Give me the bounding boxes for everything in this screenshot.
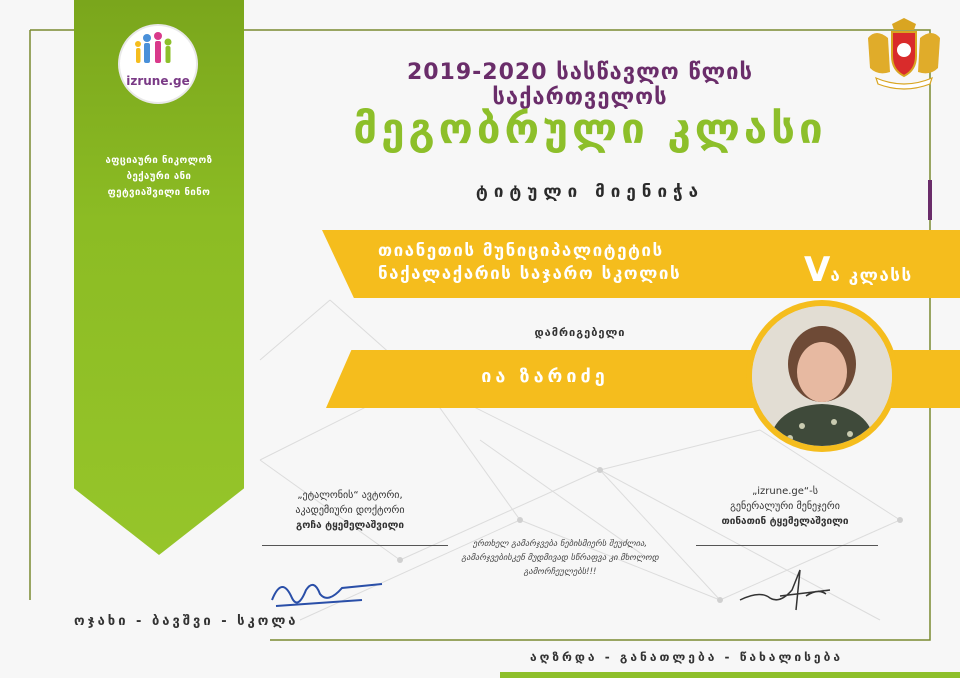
quote-line: გამარჯვებისკენ მუდმივად სწრაფვა კი მხოლოდ გამორჩეულებს!!! <box>461 553 659 577</box>
person-portrait-icon <box>752 306 892 446</box>
class-letter: V <box>804 250 831 290</box>
teacher-photo <box>752 306 892 446</box>
signatory-name: თინათინ ტყემელაშვილი <box>721 516 849 527</box>
left-signature <box>262 570 412 615</box>
signatory-role: გენერალური მენეჯერი <box>730 501 840 512</box>
right-signature <box>730 560 850 620</box>
signatory-role: „izrune.ge“-ს <box>752 486 818 497</box>
student-name: ფეტვიაშვილი ნინო <box>107 187 211 198</box>
bottom-accent-bar <box>500 672 960 678</box>
teacher-name: ია ზარიძე <box>481 366 609 387</box>
year-title: 2019-2020 სასწავლო წლის საქართველოს <box>406 60 754 110</box>
signatory-name: გოჩა ტყემელაშვილი <box>296 520 404 531</box>
signatory-role: „ეტალონის“ ავტორი, <box>297 490 403 501</box>
logo-text: izrune.ge <box>126 74 190 88</box>
student-names <box>80 153 238 201</box>
footer-right-slogan: აღზრდა - განათლება - წახალისება <box>530 650 843 664</box>
motto-quote <box>430 537 690 579</box>
school-name <box>378 240 681 286</box>
class-rest: ა კლასს <box>830 266 913 286</box>
izrune-logo <box>120 26 196 102</box>
student-name: აფციაური ნიკოლოზ <box>105 155 213 166</box>
georgia-coat-of-arms-icon <box>862 16 946 90</box>
signature-line-right <box>696 545 878 546</box>
school-line: თიანეთის მუნიციპალიტეტის <box>378 241 664 261</box>
left-signatory <box>255 488 445 533</box>
student-name: ბექაური ანი <box>126 171 192 182</box>
signatory-role: აკადემიური დოქტორი <box>295 505 405 516</box>
quote-line: ერთხელ გამარჯვება ნებისმიერს შეუძლია, <box>472 539 648 549</box>
school-line: ნაქალაქარის საჯარო სკოლის <box>378 264 682 284</box>
title-awarded: ტიტული მიენიჭა <box>475 182 705 202</box>
signature-line-left <box>262 545 448 546</box>
right-signatory <box>690 484 880 529</box>
family-figures-icon <box>120 26 196 76</box>
main-title: მეგობრული კლასი <box>353 104 827 153</box>
footer-left-slogan: ოჯახი - ბავშვი - სკოლა <box>74 614 299 629</box>
class-label <box>804 250 913 290</box>
teacher-label: დამრიგებელი <box>534 326 626 339</box>
